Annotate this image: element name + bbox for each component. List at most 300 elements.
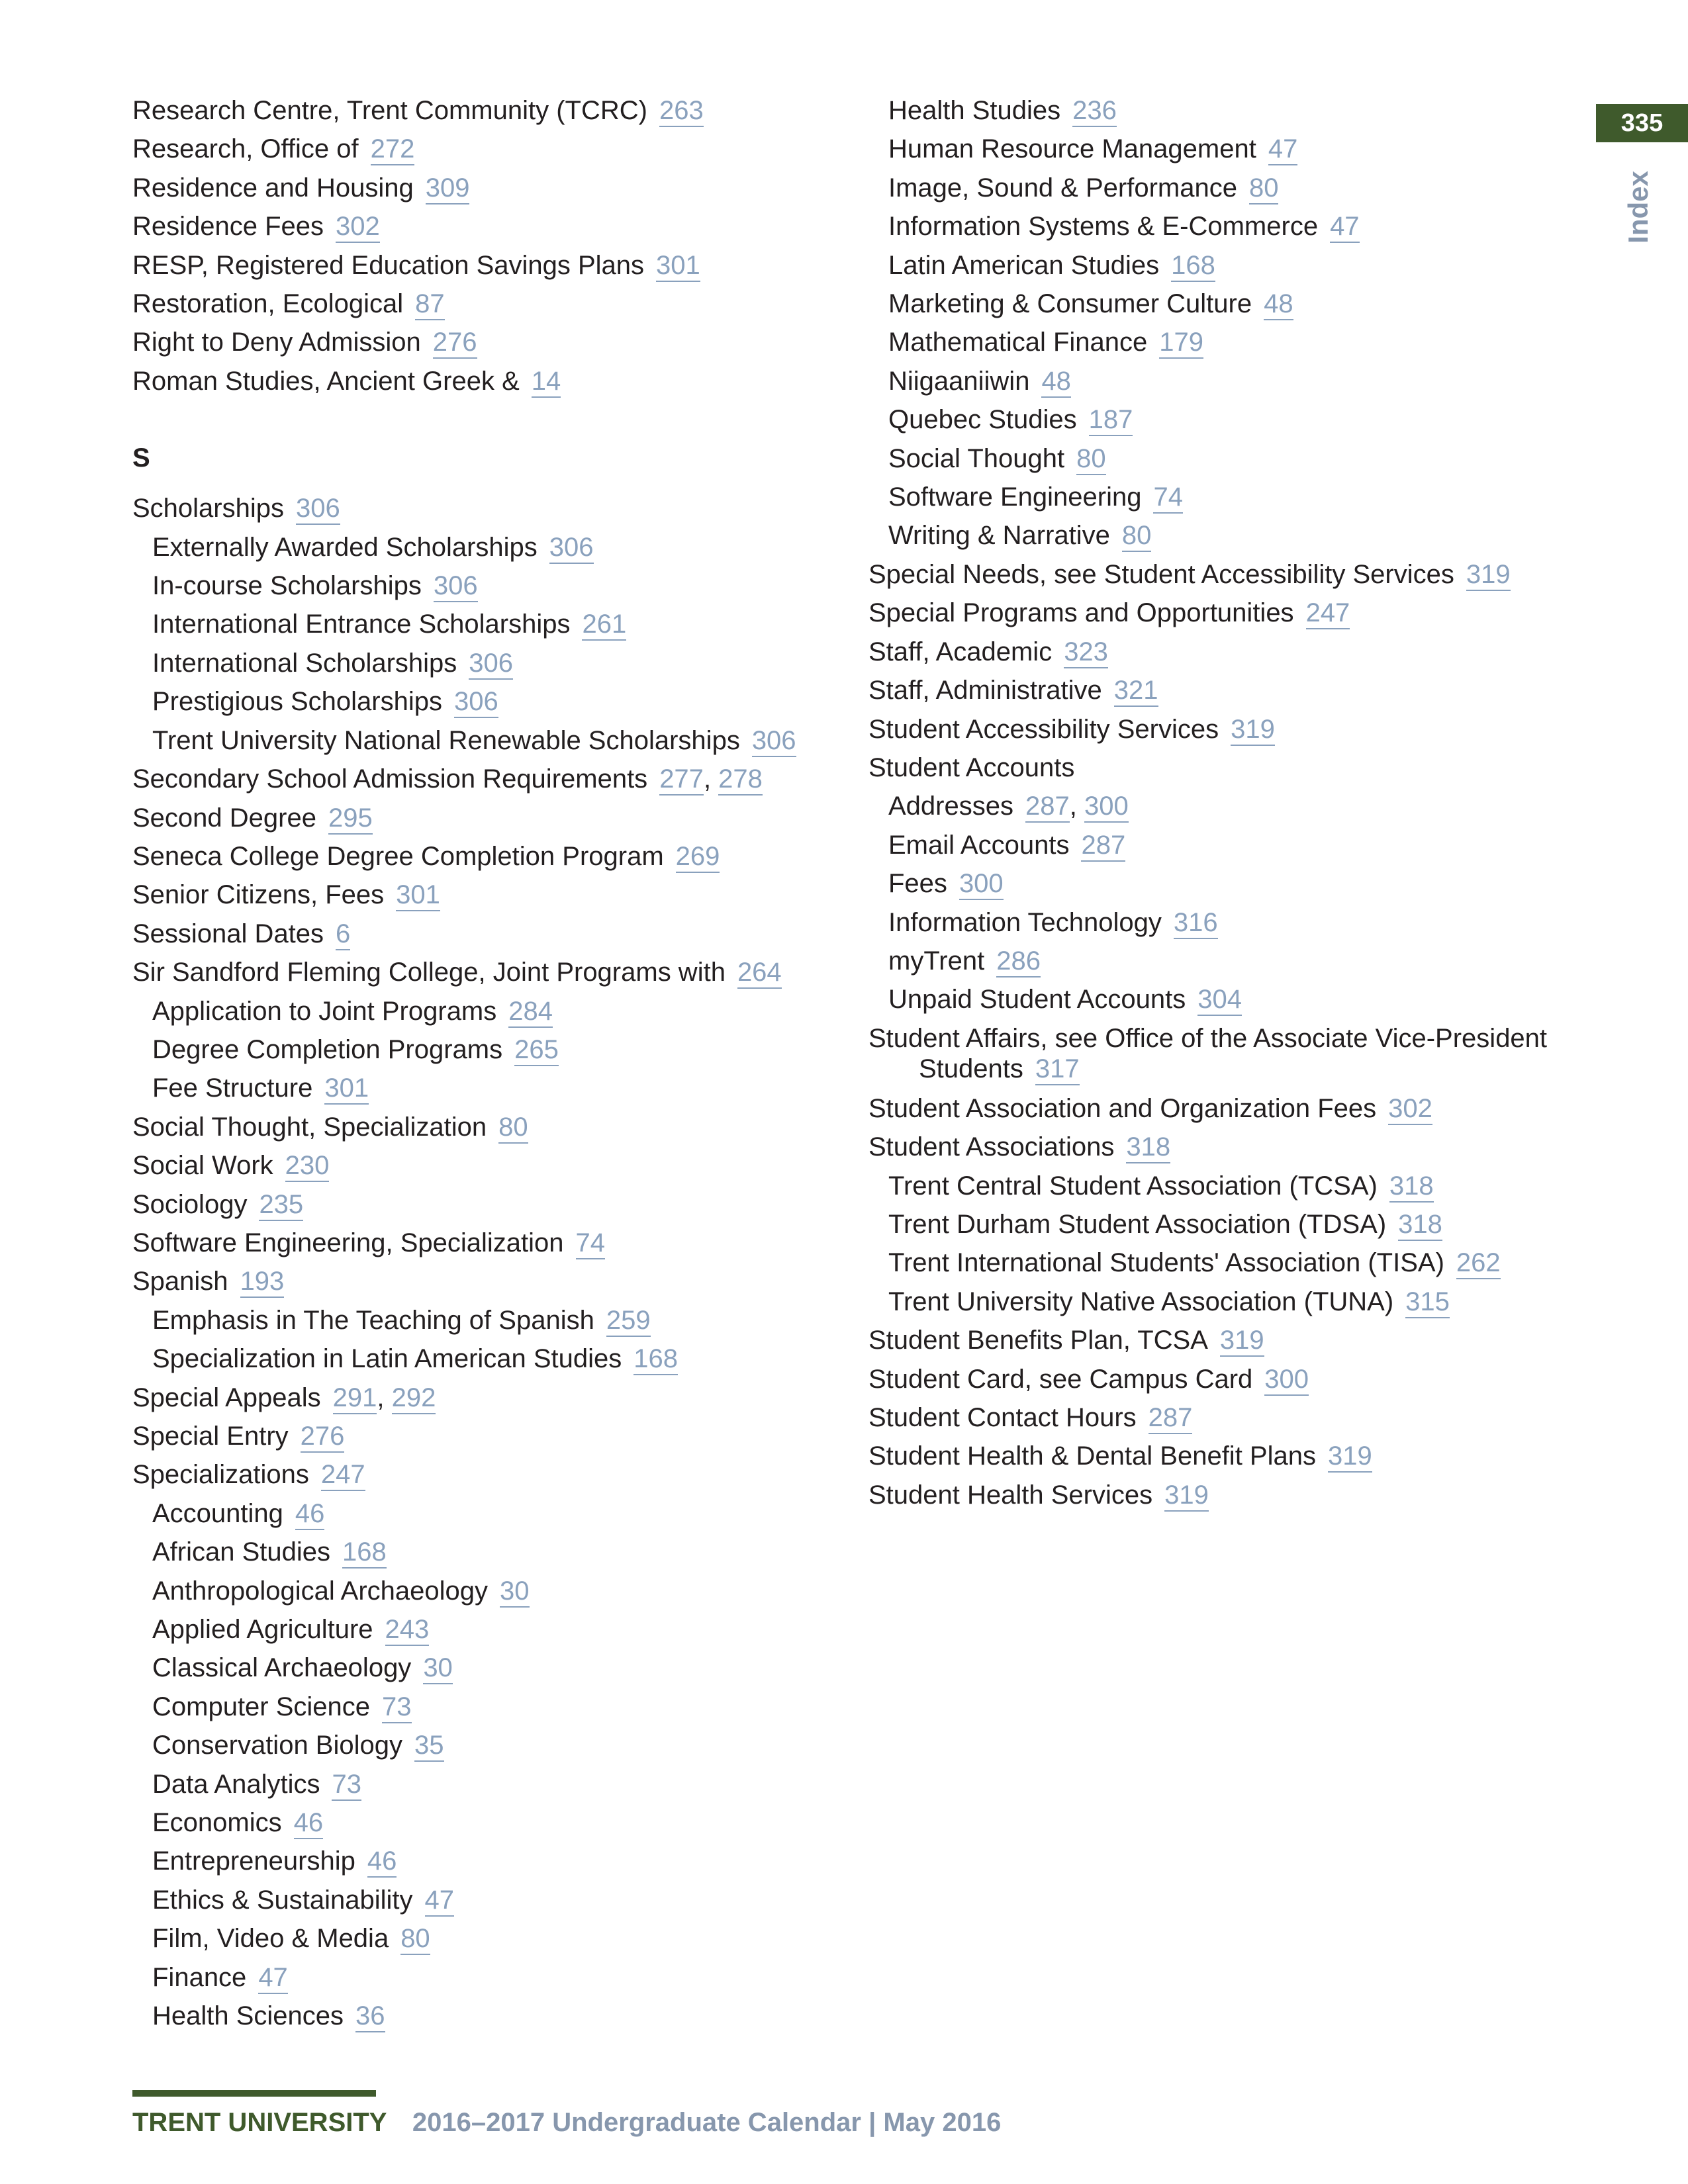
page-link[interactable]: 318 [1389, 1171, 1434, 1203]
index-term: Data Analytics [152, 1769, 320, 1799]
page-references [1164, 1480, 1209, 1510]
index-entry [868, 1398, 1570, 1437]
index-term: Social Thought, Specialization [132, 1112, 487, 1142]
page-link[interactable]: 323 [1064, 637, 1108, 668]
page-references [1171, 251, 1215, 280]
index-entry [132, 323, 834, 361]
index-subentry [868, 478, 1570, 516]
page-references [454, 687, 498, 716]
index-subentry [868, 1205, 1570, 1244]
index-term: Trent Durham Student Association (TDSA) [888, 1209, 1387, 1239]
index-entry [132, 876, 834, 914]
index-subentry [132, 1688, 834, 1726]
index-entry [868, 1437, 1570, 1475]
index-term: Human Resource Management [888, 134, 1256, 164]
index-subentry [868, 1283, 1570, 1321]
index-subentry [868, 246, 1570, 285]
index-entry [132, 1224, 834, 1262]
page-link[interactable]: 316 [1174, 908, 1218, 939]
page-link[interactable]: 319 [1328, 1441, 1372, 1473]
page-references [1249, 173, 1279, 203]
page-link[interactable]: 262 [1456, 1248, 1501, 1279]
page-link[interactable]: 306 [469, 649, 513, 680]
index-subentry [132, 1881, 834, 1919]
page-link[interactable]: 30 [500, 1576, 530, 1608]
page-link[interactable]: 80 [1076, 444, 1106, 475]
index-term: Special Entry [132, 1422, 289, 1451]
page-link[interactable]: 48 [1041, 367, 1071, 398]
page-link[interactable]: 243 [385, 1615, 430, 1646]
page-link[interactable]: 47 [1268, 134, 1298, 165]
page-link[interactable]: 73 [382, 1692, 412, 1723]
footer-calendar-title: 2016–2017 Undergraduate Calendar | May 2016 [412, 2108, 1002, 2137]
page-references [295, 1499, 325, 1528]
page-link[interactable]: 47 [425, 1886, 455, 1917]
page-references [1089, 405, 1133, 434]
index-term: Staff, Academic [868, 637, 1053, 666]
page-link[interactable]: 46 [367, 1846, 397, 1878]
page-references [423, 1653, 453, 1682]
index-entry [868, 1023, 1570, 1084]
page-link[interactable]: 265 [514, 1035, 559, 1066]
page-references [676, 842, 720, 871]
index-term: Scholarships [132, 494, 285, 523]
page-link[interactable]: 80 [498, 1113, 528, 1144]
page-link[interactable]: 46 [294, 1808, 324, 1839]
index-term: International Scholarships [152, 648, 457, 678]
page-link[interactable]: 30 [423, 1653, 453, 1684]
index-term: Student Accounts [868, 752, 1075, 782]
index-subentry [868, 439, 1570, 478]
index-entry [132, 915, 834, 953]
index-group-s-continued [868, 91, 1570, 1514]
page-references [959, 869, 1004, 898]
page-references [582, 610, 626, 639]
page-references [576, 1228, 606, 1257]
index-term: Marketing & Consumer Culture [888, 289, 1252, 319]
page-link[interactable]: 319 [1231, 715, 1275, 746]
page-link[interactable]: 269 [676, 842, 720, 873]
index-term: Latin American Studies [888, 250, 1160, 280]
page-link[interactable]: 168 [342, 1537, 387, 1569]
page-link[interactable]: 80 [1249, 173, 1279, 205]
page-link[interactable]: 74 [1153, 482, 1183, 514]
page-references [336, 919, 350, 948]
page-link[interactable]: 6 [336, 919, 350, 950]
index-term: Social Thought [888, 443, 1065, 473]
index-term: Addresses [888, 792, 1013, 821]
page-references [633, 1344, 678, 1373]
page-link[interactable]: 319 [1220, 1326, 1264, 1357]
index-subentry [132, 1958, 834, 1997]
page-link[interactable]: 301 [656, 251, 700, 282]
index-term: Finance [152, 1962, 247, 1992]
index-subentry [868, 903, 1570, 942]
index-term: Restoration, Ecological [132, 289, 404, 319]
page-references [355, 2001, 385, 2030]
index-term: Trent University Native Association (TUNA) [888, 1287, 1394, 1316]
index-term: Writing & Narrative [888, 521, 1110, 551]
page-references [1264, 289, 1293, 318]
index-subentry [132, 1649, 834, 1687]
index-entry [132, 1455, 834, 1494]
index-subentry [868, 91, 1570, 130]
page-link[interactable]: 235 [259, 1190, 303, 1221]
page-references [425, 1886, 455, 1915]
index-subentry [868, 516, 1570, 555]
page-link[interactable]: 230 [285, 1151, 330, 1182]
index-subentry [132, 1572, 834, 1610]
index-entry [868, 1321, 1570, 1359]
page-link[interactable]: 236 [1072, 96, 1117, 127]
page-references [1064, 637, 1108, 666]
page-references: 291, 292 [333, 1383, 436, 1412]
page-link[interactable]: 272 [371, 134, 415, 165]
page-link[interactable]: 306 [454, 687, 498, 718]
page-link[interactable]: 309 [426, 173, 470, 205]
page-references [296, 494, 340, 523]
index-term: Trent International Students' Association (TISA) [888, 1248, 1444, 1278]
page-references [1264, 1365, 1309, 1394]
page-link[interactable]: 291 [333, 1383, 377, 1414]
index-term: Trent Central Student Association (TCSA) [888, 1171, 1378, 1201]
index-subentry [868, 826, 1570, 864]
page-link[interactable]: 168 [1171, 251, 1215, 282]
index-term: Software Engineering, Specialization [132, 1228, 564, 1257]
index-term: Email Accounts [888, 830, 1070, 860]
index-term: Secondary School Admission Requirements [132, 764, 648, 794]
page-link[interactable]: 46 [295, 1499, 325, 1530]
page-references [240, 1267, 285, 1296]
page-references [737, 958, 782, 987]
page-link[interactable]: 259 [606, 1306, 651, 1337]
page-references [328, 803, 373, 833]
page-references [1231, 715, 1275, 744]
page-link[interactable]: 302 [1388, 1094, 1432, 1125]
index-term: Specialization in Latin American Studies [152, 1344, 622, 1374]
index-entry [868, 1360, 1570, 1398]
page-references [1405, 1287, 1450, 1316]
index-entry [132, 1108, 834, 1146]
index-term: Trent University National Renewable Scholarships [152, 725, 740, 755]
index-subentry [868, 169, 1570, 207]
index-subentry [132, 528, 834, 567]
index-subentry [868, 285, 1570, 323]
index-entry [132, 130, 834, 168]
index-term: Student Contact Hours [868, 1403, 1137, 1432]
index-term: Computer Science [152, 1692, 371, 1721]
index-term: Health Studies [888, 96, 1061, 125]
page-number: 335 [1596, 104, 1688, 142]
page-link[interactable]: 276 [433, 328, 477, 359]
index-subentry [868, 323, 1570, 361]
page-link[interactable]: 321 [1114, 676, 1158, 707]
page-references [1035, 1054, 1080, 1083]
page-link[interactable]: 304 [1197, 985, 1242, 1016]
page-references [1159, 328, 1203, 357]
index-entry [132, 1379, 834, 1417]
index-term: Student Associations [868, 1132, 1115, 1162]
index-entry [132, 169, 834, 207]
page-link[interactable]: 80 [400, 1924, 430, 1955]
page-references [1268, 134, 1298, 163]
page-link[interactable]: 306 [296, 494, 340, 525]
page-link[interactable]: 264 [737, 958, 782, 989]
index-subentry [132, 1919, 834, 1958]
index-subentry [868, 864, 1570, 903]
page-link[interactable]: 276 [301, 1422, 345, 1453]
page-references [659, 96, 704, 125]
page-references [324, 1073, 369, 1103]
page-link[interactable]: 35 [414, 1731, 444, 1762]
page-references [1330, 212, 1360, 241]
page-link[interactable]: 263 [659, 96, 704, 127]
page-references [382, 1692, 412, 1721]
index-subentry [132, 1610, 834, 1649]
page-link[interactable]: 287 [1025, 792, 1070, 823]
index-term: Information Technology [888, 907, 1162, 937]
index-group-r [132, 91, 834, 400]
page-references [549, 533, 594, 562]
page-references [656, 251, 700, 280]
index-term: Student Benefits Plan, TCSA [868, 1326, 1208, 1355]
page-references [1114, 676, 1158, 705]
index-term: Mathematical Finance [888, 328, 1148, 357]
page-link[interactable]: 318 [1126, 1132, 1170, 1163]
page-link[interactable]: 301 [396, 880, 440, 911]
page-references [514, 1035, 559, 1064]
page-references [414, 1731, 444, 1760]
page-references [301, 1422, 345, 1451]
page-link[interactable]: 300 [1084, 792, 1129, 823]
index-term: Economics [152, 1808, 282, 1838]
index-subentry [868, 1167, 1570, 1205]
index-subentry [868, 1244, 1570, 1282]
page-link[interactable]: 47 [1330, 212, 1360, 243]
page-link[interactable]: 14 [532, 367, 561, 398]
section-tab-index [1615, 171, 1662, 244]
index-entry [132, 1262, 834, 1300]
page-references [606, 1306, 651, 1335]
page-references [367, 1846, 397, 1876]
index-term: Right to Deny Admission [132, 328, 421, 357]
index-subentry [868, 400, 1570, 439]
index-term: Prestigious Scholarships [152, 687, 442, 717]
page-references: 287, 300 [1025, 792, 1129, 821]
index-term: Student Accessibility Services [868, 714, 1219, 744]
index-term: Emphasis in The Teaching of Spanish [152, 1305, 594, 1335]
index-term: Applied Agriculture [152, 1615, 373, 1645]
page-link[interactable]: 306 [434, 571, 478, 602]
index-subentry [868, 787, 1570, 825]
index-subentry [132, 1803, 834, 1842]
page-references [508, 997, 553, 1026]
index-term: Image, Sound & Performance [888, 173, 1237, 203]
index-entry [132, 837, 834, 876]
page-references [1466, 560, 1511, 589]
index-group-s [132, 489, 834, 2035]
index-term: Seneca College Degree Completion Program [132, 841, 664, 871]
index-term: Software Engineering [888, 482, 1142, 512]
page-references: 277, 278 [659, 764, 763, 794]
index-entry [868, 555, 1570, 594]
page-references [1122, 521, 1152, 550]
index-term: Senior Citizens, Fees [132, 880, 385, 910]
index-term: Student Health & Dental Benefit Plans [868, 1441, 1316, 1471]
index-entry [132, 246, 834, 285]
index-subentry [868, 130, 1570, 168]
index-subentry [132, 605, 834, 643]
index-term: Externally Awarded Scholarships [152, 532, 538, 562]
index-entry [868, 749, 1570, 787]
page-link[interactable]: 261 [582, 610, 626, 641]
index-term: Student Association and Organization Fees [868, 1093, 1377, 1123]
page-references [336, 212, 380, 241]
index-entry [132, 362, 834, 400]
page-references [1306, 598, 1350, 627]
page-references [1076, 444, 1106, 473]
page-link[interactable]: 306 [752, 726, 796, 757]
index-entry [132, 1146, 834, 1185]
index-subentry [132, 1301, 834, 1340]
page-link[interactable]: 74 [576, 1228, 606, 1259]
page-link[interactable]: 317 [1035, 1054, 1080, 1085]
index-term: International Entrance Scholarships [152, 610, 571, 639]
page-link[interactable]: 247 [1306, 598, 1350, 629]
index-term: Accounting [152, 1498, 283, 1528]
page-link[interactable]: 301 [324, 1073, 369, 1105]
index-subentry [132, 992, 834, 1030]
page-link[interactable]: 73 [332, 1770, 361, 1801]
index-term: Health Sciences [152, 2001, 344, 2031]
index-entry [868, 594, 1570, 632]
page-link[interactable]: 247 [321, 1460, 365, 1491]
page-link[interactable]: 284 [508, 997, 553, 1028]
index-term: Information Systems & E-Commerce [888, 212, 1319, 242]
index-column-right [868, 91, 1570, 1514]
index-term: Special Appeals [132, 1383, 321, 1412]
page-references [332, 1770, 361, 1799]
index-term: Student Card, see Campus Card [868, 1364, 1253, 1394]
page-link[interactable]: 193 [240, 1267, 285, 1298]
page-references [433, 328, 477, 357]
page-link[interactable]: 292 [392, 1383, 436, 1414]
index-term: Student Health Services [868, 1480, 1153, 1510]
page-references [434, 571, 478, 600]
index-term: Unpaid Student Accounts [888, 985, 1186, 1015]
page-references [371, 134, 415, 163]
page-link[interactable]: 318 [1398, 1210, 1442, 1241]
index-section-letter: S [132, 443, 150, 473]
page-link[interactable]: 277 [659, 764, 704, 796]
index-term: Sessional Dates [132, 919, 324, 948]
index-term: Sociology [132, 1189, 248, 1219]
index-term: Second Degree [132, 803, 316, 833]
index-term: African Studies [152, 1537, 331, 1567]
index-entry [868, 1476, 1570, 1514]
index-subentry [132, 682, 834, 721]
index-term: Roman Studies, Ancient Greek & [132, 366, 520, 396]
index-subentry [132, 1494, 834, 1533]
page-references [1328, 1441, 1372, 1471]
index-term: Staff, Administrative [868, 676, 1102, 705]
index-subentry [868, 942, 1570, 980]
page-references [426, 173, 470, 203]
page-references [285, 1151, 330, 1180]
index-term: Fees [888, 869, 947, 899]
page-link[interactable]: 319 [1164, 1480, 1209, 1512]
page-link[interactable]: 278 [718, 764, 763, 796]
index-entry [132, 489, 834, 527]
page-link[interactable]: 306 [549, 533, 594, 564]
page-references [532, 367, 561, 396]
page-link[interactable]: 48 [1264, 289, 1293, 320]
page-link[interactable]: 80 [1122, 521, 1152, 552]
page-link[interactable]: 287 [1149, 1403, 1193, 1434]
page-references [1081, 831, 1125, 860]
page-references [396, 880, 440, 909]
page-references [1149, 1403, 1193, 1432]
index-entry [132, 1417, 834, 1455]
index-subentry [132, 1997, 834, 2035]
page-references [1398, 1210, 1442, 1239]
index-subentry [132, 1726, 834, 1764]
page-references [752, 726, 796, 755]
page-link[interactable]: 287 [1081, 831, 1125, 862]
page-link[interactable]: 300 [1264, 1365, 1309, 1396]
index-term: In-course Scholarships [152, 571, 422, 601]
page-references [1456, 1248, 1501, 1277]
index-subentry [132, 1340, 834, 1378]
index-term: Anthropological Archaeology [152, 1576, 489, 1606]
index-entry [868, 1089, 1570, 1128]
index-term: Residence Fees [132, 212, 324, 242]
page-link[interactable]: 168 [633, 1344, 678, 1375]
page-references [1041, 367, 1071, 396]
page-link[interactable]: 315 [1405, 1287, 1450, 1318]
page-link[interactable]: 319 [1466, 560, 1511, 591]
page-references [996, 946, 1041, 976]
page-link[interactable]: 300 [959, 869, 1004, 900]
index-entry [868, 710, 1570, 749]
index-entry [132, 799, 834, 837]
page-references [1220, 1326, 1264, 1355]
index-entry [132, 91, 834, 130]
page-link[interactable]: 295 [328, 803, 373, 835]
page-link[interactable]: 47 [258, 1963, 288, 1994]
page-link[interactable]: 187 [1089, 405, 1133, 436]
index-term: Research Centre, Trent Community (TCRC) [132, 96, 647, 125]
page-link[interactable]: 87 [415, 289, 445, 320]
page-link[interactable]: 302 [336, 212, 380, 243]
index-entry [132, 953, 834, 991]
index-entry [132, 285, 834, 323]
index-term: Specializations [132, 1460, 309, 1490]
index-subentry [132, 567, 834, 605]
index-term: Entrepreneurship [152, 1846, 355, 1876]
index-column-left [132, 91, 834, 2036]
page-footer [132, 2108, 1001, 2138]
index-term: Fee Structure [152, 1073, 313, 1103]
page-link[interactable]: 36 [355, 2001, 385, 2032]
page-link[interactable]: 286 [996, 946, 1041, 978]
index-subentry [132, 721, 834, 760]
page-link[interactable]: 179 [1159, 328, 1203, 359]
page-references [259, 1190, 303, 1219]
page-references [469, 649, 513, 678]
index-entry [132, 760, 834, 798]
index-entry [868, 1128, 1570, 1166]
